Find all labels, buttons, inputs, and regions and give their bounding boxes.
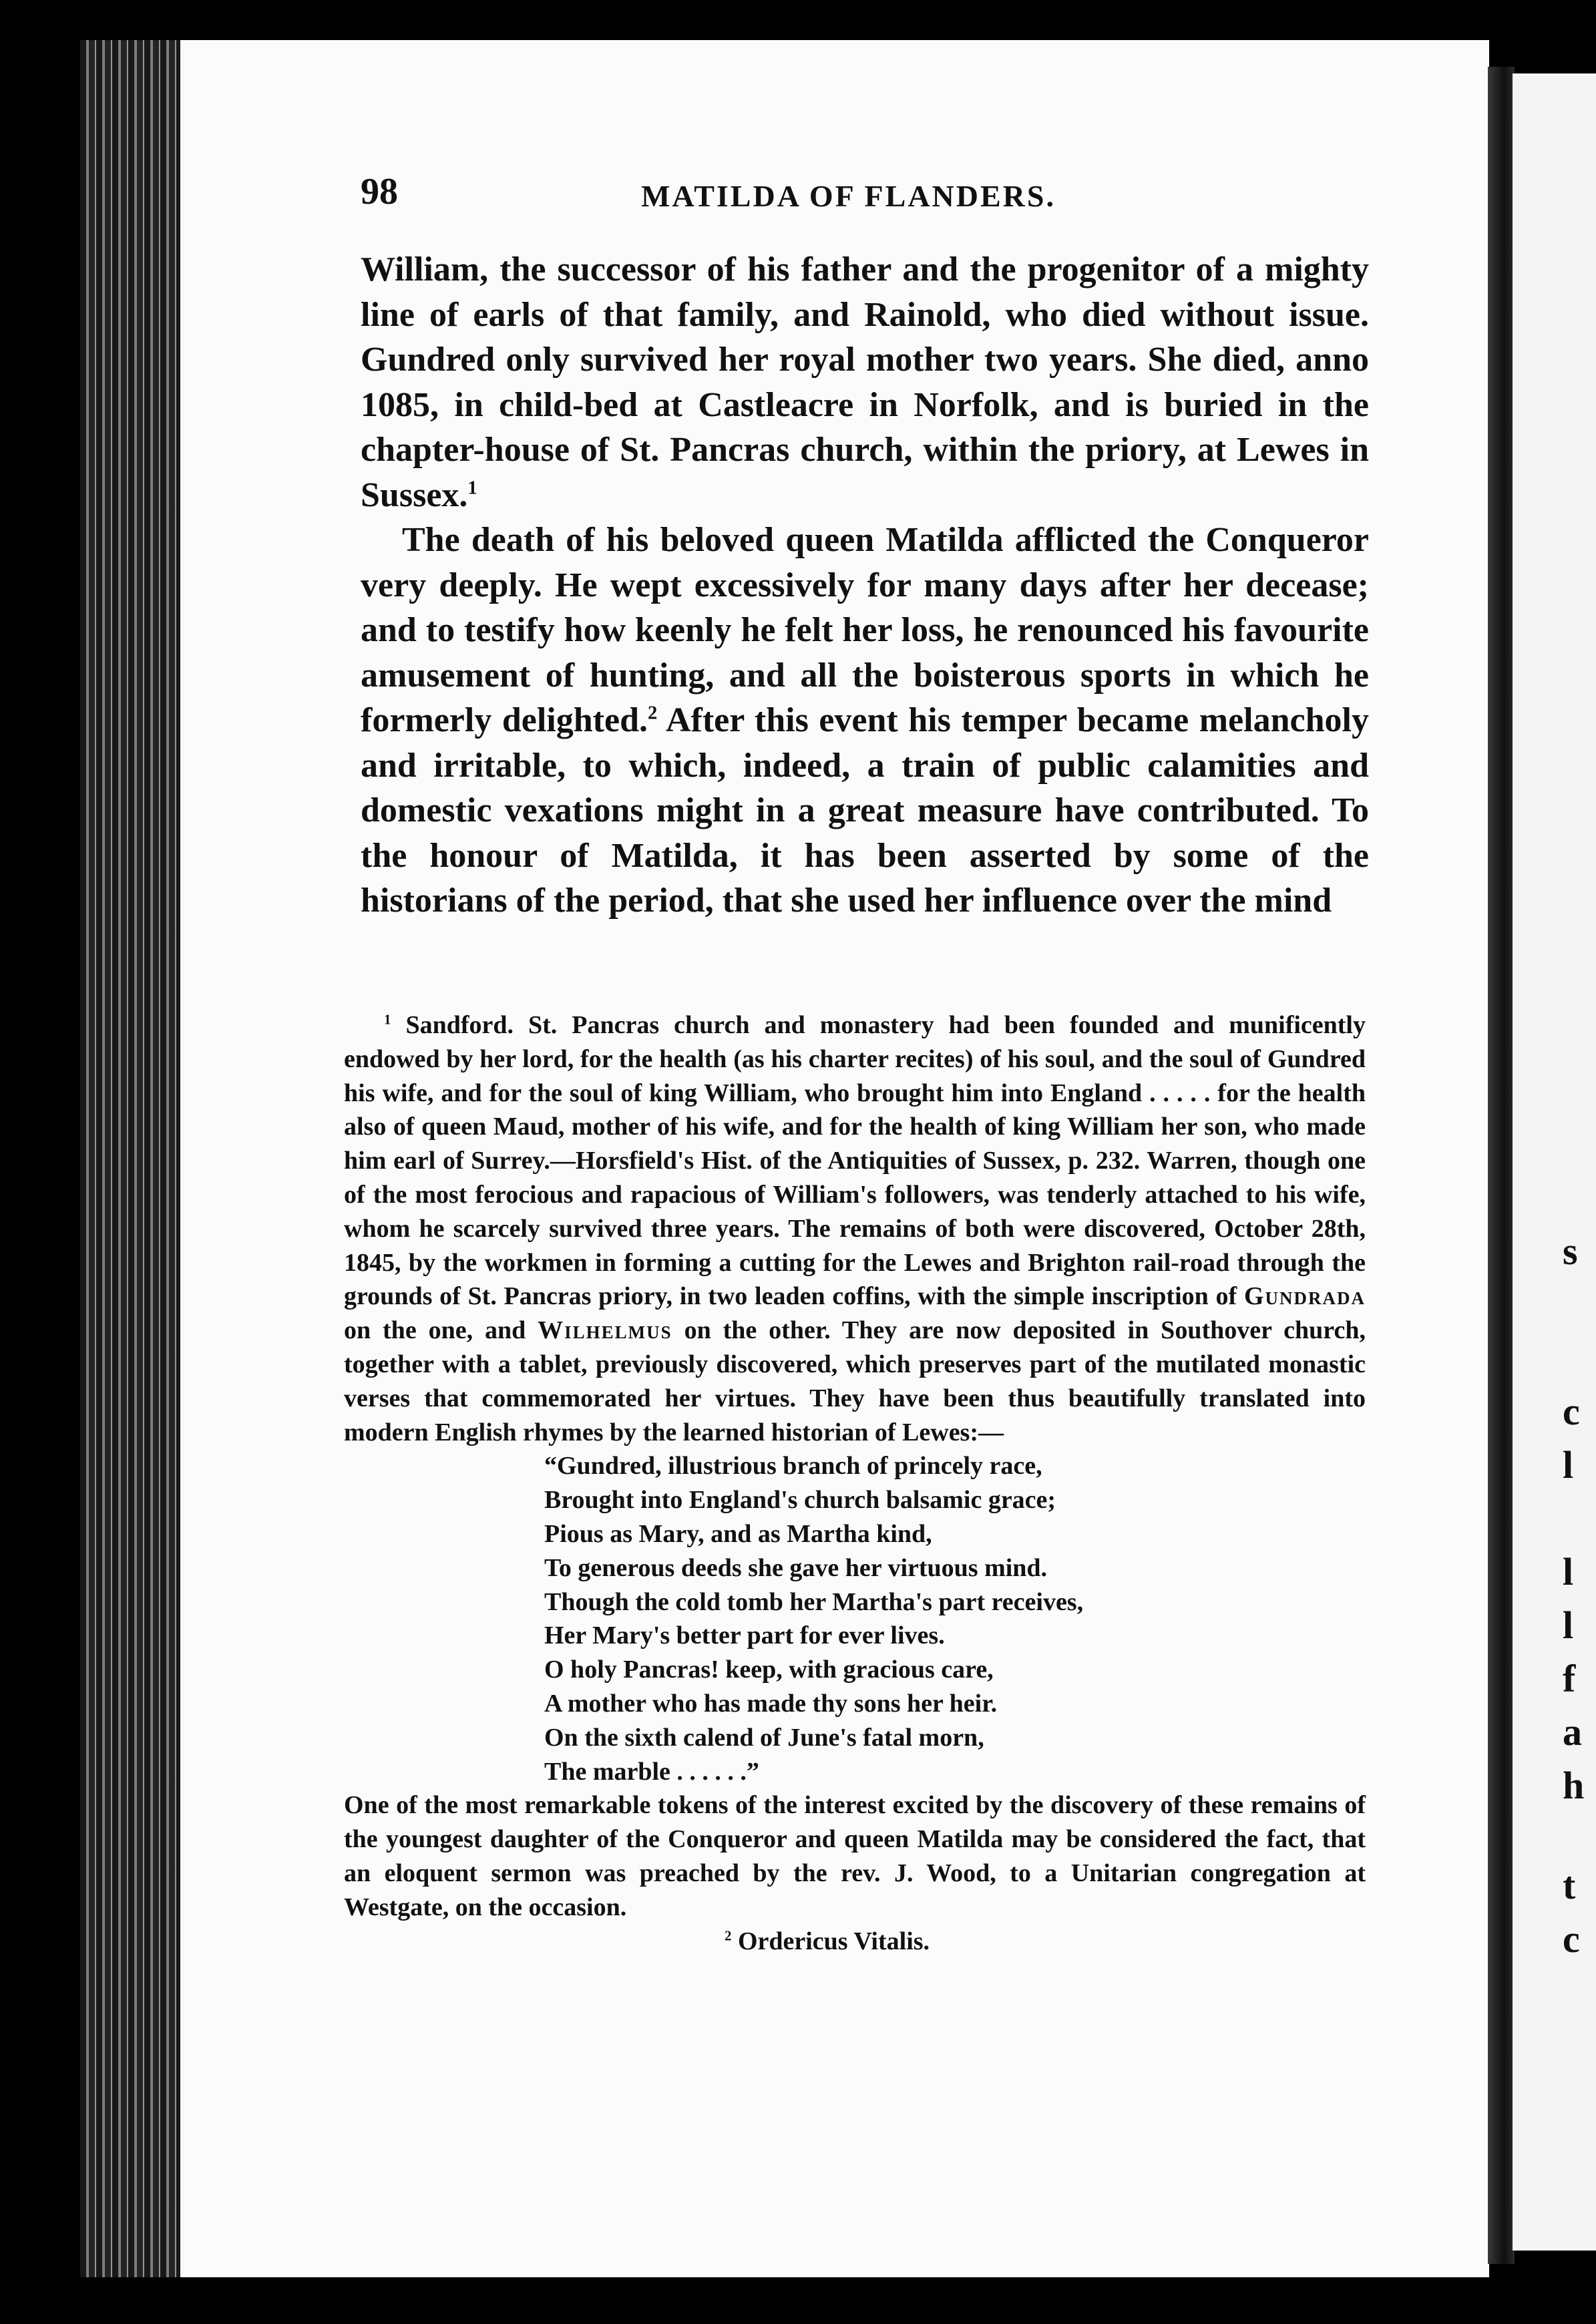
main-text bbox=[361, 247, 1369, 924]
page-number: 98 bbox=[361, 171, 398, 212]
footnote-text: Sandford. St. Pancras church and monastery had been founded and munificently endowed by her lord, for the health (as his charter recites) of his soul, and the soul of Gundred his wife, and for the soul of king William, who brought him into England . . . . . for the health also of queen Maud, mother of his wife, and for the health of king William her son, who made him earl of Surrey.—Horsfield's Hist. of the Antiquities of Sussex, p. 232. Warren, though one of the most ferocious and rapacious of William's followers, was tenderly attached to his wife, whom he scarcely survived three years. The remains of both were discovered, October 28th, 1845, by the workmen in forming a cutting for the Lewes and Brighton rail-road through the grounds of St. Pancras priory, in two leaden coffins, with the simple inscription of bbox=[344, 1011, 1366, 1311]
poem bbox=[544, 1449, 1366, 1788]
footnote-reference: 1 bbox=[467, 477, 477, 499]
inscription-name: Wilhelmus bbox=[538, 1316, 672, 1345]
adjacent-page-letter: l bbox=[1563, 1550, 1574, 1593]
footnote-marker: 1 bbox=[384, 1011, 391, 1028]
poem-line: The marble . . . . . .” bbox=[544, 1757, 759, 1786]
adjacent-page-letter: c bbox=[1563, 1917, 1580, 1961]
adjacent-page-letter: a bbox=[1563, 1710, 1582, 1754]
footnote-reference: 2 bbox=[647, 703, 658, 724]
paragraph bbox=[361, 518, 1369, 924]
adjacent-page-sliver bbox=[1513, 73, 1596, 2251]
footnote bbox=[344, 1925, 1366, 1959]
poem-line: On the sixth calend of June's fatal morn, bbox=[544, 1723, 984, 1752]
footnote-marker: 2 bbox=[725, 1927, 732, 1943]
adjacent-page-letter: l bbox=[1563, 1443, 1574, 1487]
footnote-text: Ordericus Vitalis. bbox=[731, 1927, 930, 1955]
footnote-continuation: One of the most remarkable tokens of the interest excited by the discovery of these remains of the youngest daughter of the Conqueror and queen Matilda may be considered the fact, that an eloquent sermon was preached by the rev. J. Wood, to a Unitarian congregation at Westgate, on the occasion. bbox=[344, 1791, 1366, 1921]
footnote-text: on the other. They are now deposited in Southover church, together with a tablet, previously discovered, which preserves part of the mutilated monastic verses that commemorated her virtues. They have been thus beautifully translated into modern English rhymes by the learned historian of Lewes:— bbox=[344, 1316, 1366, 1446]
running-title: MATILDA OF FLANDERS. bbox=[641, 179, 1056, 213]
paragraph bbox=[361, 247, 1369, 518]
adjacent-page-letter: f bbox=[1563, 1657, 1576, 1700]
poem-line: Though the cold tomb her Martha's part receives, bbox=[544, 1587, 1084, 1616]
adjacent-page-letter: s bbox=[1563, 1229, 1578, 1273]
adjacent-page-letter: l bbox=[1563, 1603, 1574, 1647]
poem-line: Her Mary's better part for ever lives. bbox=[544, 1621, 945, 1650]
adjacent-page-letter: h bbox=[1563, 1764, 1585, 1807]
paragraph-text: The death of his beloved queen Matilda afflicted the Conqueror very deeply. He wept excessively for many days after her decease; and to testify how keenly he felt her loss, he renounced his favourite amusement of hunting, and all the boisterous sports in which he formerly delighted. bbox=[361, 521, 1369, 739]
poem-line: O holy Pancras! keep, with gracious care, bbox=[544, 1656, 994, 1684]
poem-line: Pious as Mary, and as Martha kind, bbox=[544, 1519, 932, 1548]
paragraph-text: After this event his temper became melancholy and irritable, to which, indeed, a train of public calamities and domestic vexations might in a great measure have contributed. To the honour of Matilda, it has been asserted by some of the historians of the period, that she used her influence over the mind bbox=[361, 701, 1369, 920]
footnote-text: on the one, and bbox=[344, 1316, 538, 1345]
paragraph-text: William, the successor of his father and the progenitor of a mighty line of earls of that family, and Rainold, who died without issue. Gundred only survived her royal mother two years. She died, anno 1085, in child-bed at Castleacre in Norfolk, and is buried in the chapter-house of St. Pancras church, within the priory, at Lewes in Sussex. bbox=[361, 250, 1369, 514]
gutter-shadow bbox=[1488, 67, 1515, 2264]
adjacent-page-letter: c bbox=[1563, 1390, 1580, 1433]
footnotes bbox=[344, 1008, 1366, 1958]
poem-line: To generous deeds she gave her virtuous mind. bbox=[544, 1553, 1048, 1582]
inscription-name: Gundrada bbox=[1243, 1282, 1366, 1311]
poem-line: A mother who has made thy sons her heir. bbox=[544, 1689, 998, 1718]
poem-line: Brought into England's church balsamic grace; bbox=[544, 1486, 1056, 1515]
poem-line: “Gundred, illustrious branch of princely race, bbox=[544, 1452, 1042, 1481]
adjacent-page-letter: t bbox=[1563, 1864, 1576, 1907]
footnote bbox=[344, 1008, 1366, 1449]
book-page-edges bbox=[80, 40, 194, 2277]
